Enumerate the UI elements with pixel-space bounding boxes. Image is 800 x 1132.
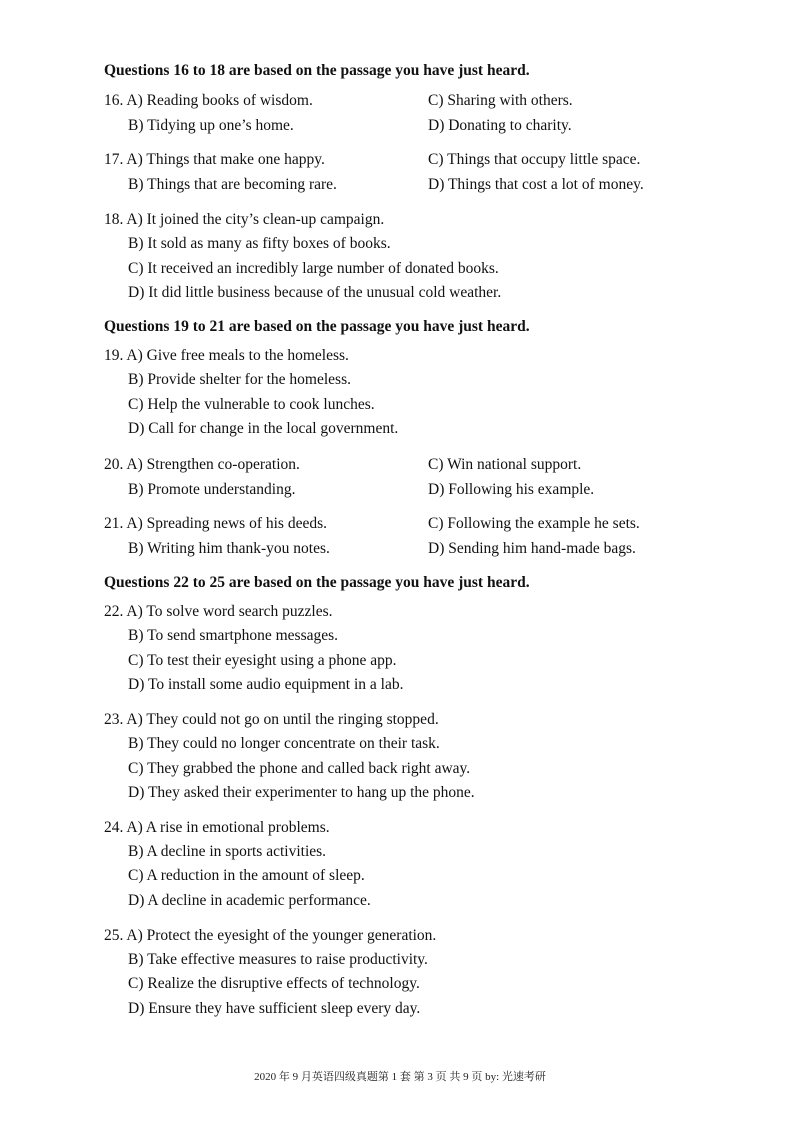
question-16-option-c[interactable]: C) Sharing with others. <box>428 92 573 109</box>
question-17-option-b[interactable]: B) Things that are becoming rare. <box>128 176 337 193</box>
question-24-option-a[interactable]: 24. A) A rise in emotional problems. <box>104 819 330 836</box>
question-20-option-a[interactable]: 20. A) Strengthen co-operation. <box>104 456 300 473</box>
question-21-option-b[interactable]: B) Writing him thank-you notes. <box>128 540 330 557</box>
question-22-option-d[interactable]: D) To install some audio equipment in a lab. <box>128 676 404 693</box>
question-19-option-b[interactable]: B) Provide shelter for the homeless. <box>128 371 351 388</box>
question-23-option-b[interactable]: B) They could no longer concentrate on their task. <box>128 735 440 752</box>
question-24-option-c[interactable]: C) A reduction in the amount of sleep. <box>128 867 365 884</box>
page-footer: 2020 年 9 月英语四级真题第 1 套 第 3 页 共 9 页 by: 光速考研 <box>254 1071 546 1083</box>
question-17-option-c[interactable]: C) Things that occupy little space. <box>428 151 641 168</box>
question-17-option-a[interactable]: 17. A) Things that make one happy. <box>104 151 325 168</box>
question-17-option-d[interactable]: D) Things that cost a lot of money. <box>428 176 644 193</box>
question-16-option-a[interactable]: 16. A) Reading books of wisdom. <box>104 92 313 109</box>
question-24-option-b[interactable]: B) A decline in sports activities. <box>128 843 327 860</box>
question-19-option-a[interactable]: 19. A) Give free meals to the homeless. <box>104 347 349 364</box>
question-22-option-a[interactable]: 22. A) To solve word search puzzles. <box>104 603 333 620</box>
question-25-option-d[interactable]: D) Ensure they have sufficient sleep every day. <box>128 1000 421 1017</box>
question-18-option-a[interactable]: 18. A) It joined the city’s clean-up campaign. <box>104 211 385 228</box>
question-16-option-d[interactable]: D) Donating to charity. <box>428 117 572 134</box>
question-21-option-d[interactable]: D) Sending him hand-made bags. <box>428 540 636 557</box>
question-25-option-c[interactable]: C) Realize the disruptive effects of technology. <box>128 975 420 992</box>
section-heading: Questions 22 to 25 are based on the passage you have just heard. <box>104 574 530 591</box>
question-23-option-a[interactable]: 23. A) They could not go on until the ringing stopped. <box>104 711 439 728</box>
question-25-option-b[interactable]: B) Take effective measures to raise productivity. <box>128 951 428 968</box>
question-18-option-c[interactable]: C) It received an incredibly large number of donated books. <box>128 260 499 277</box>
question-20-option-c[interactable]: C) Win national support. <box>428 456 582 473</box>
question-19-option-c[interactable]: C) Help the vulnerable to cook lunches. <box>128 396 375 413</box>
question-21-option-a[interactable]: 21. A) Spreading news of his deeds. <box>104 515 328 532</box>
question-22-option-c[interactable]: C) To test their eyesight using a phone app. <box>128 652 397 669</box>
section-heading: Questions 16 to 18 are based on the passage you have just heard. <box>104 62 530 79</box>
question-22-option-b[interactable]: B) To send smartphone messages. <box>128 627 339 644</box>
question-20-option-d[interactable]: D) Following his example. <box>428 481 595 498</box>
question-23-option-c[interactable]: C) They grabbed the phone and called back right away. <box>128 760 471 777</box>
question-24-option-d[interactable]: D) A decline in academic performance. <box>128 892 371 909</box>
question-20-option-b[interactable]: B) Promote understanding. <box>128 481 296 498</box>
question-16-option-b[interactable]: B) Tidying up one’s home. <box>128 117 294 134</box>
question-23-option-d[interactable]: D) They asked their experimenter to hang up the phone. <box>128 784 475 801</box>
question-19-option-d[interactable]: D) Call for change in the local government. <box>128 420 399 437</box>
question-18-option-b[interactable]: B) It sold as many as fifty boxes of books. <box>128 235 391 252</box>
question-21-option-c[interactable]: C) Following the example he sets. <box>428 515 640 532</box>
question-25-option-a[interactable]: 25. A) Protect the eyesight of the younger generation. <box>104 927 437 944</box>
section-heading: Questions 19 to 21 are based on the passage you have just heard. <box>104 318 530 335</box>
question-18-option-d[interactable]: D) It did little business because of the unusual cold weather. <box>128 284 502 301</box>
